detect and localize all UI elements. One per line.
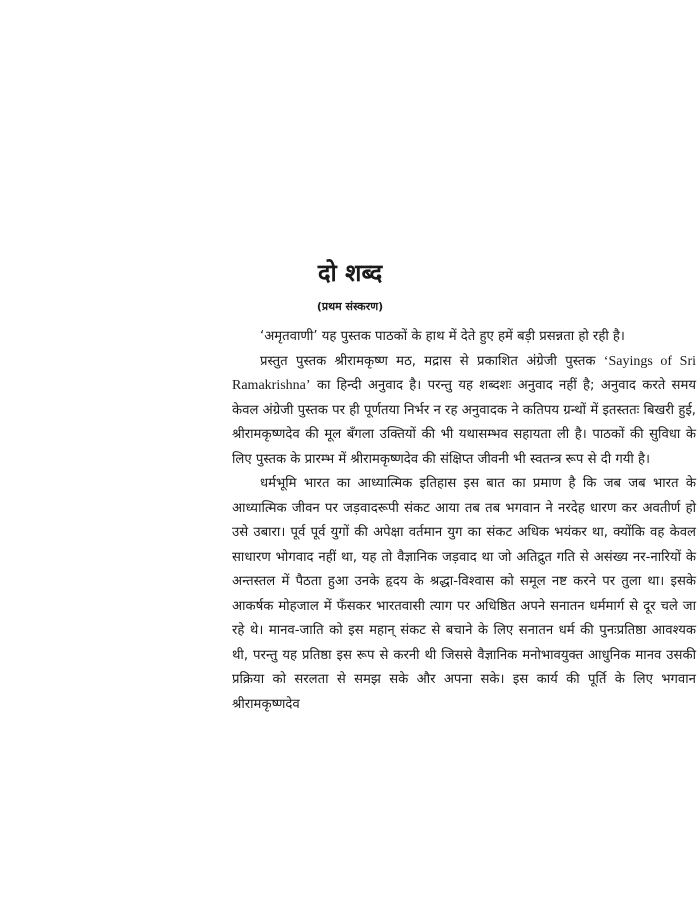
- paragraph-history: धर्मभूमि भारत का आध्यात्मिक इतिहास इस बात का प्रमाण है कि जब जब भारत के आध्यात्मिक जीवन पर जड़वादरूपी संकट आया तब तब भगवान ने नरदेह धारण कर अवतीर्ण हो उसे उबारा। पूर्व पूर्व युगों की अपेक्षा वर्तमान युग का संकट अधिक भयंकर था, क्योंकि वह केवल साधारण भोगवाद नहीं था, यह तो वैज्ञानिक जड़वाद था जो अतिद्रुत गति से असंख्य नर-नारियों के अन्तस्तल में पैठता हुआ उनके हृदय के श्रद्धा-विश्वास को समूल नष्ट करने पर तुला था। इसके आकर्षक मोहजाल में फँसकर भारतवासी त्याग पर अधिष्ठित अपने सनातन धर्ममार्ग से दूर चले जा रहे थे। मानव-जाति को इस महान् संकट से बचाने के लिए सनातन धर्म की पुनःप्रतिष्ठा आवश्यक थी, परन्तु यह प्रतिष्ठा इस रूप से करनी थी जिससे वैज्ञानिक मनोभावयुक्त आधुनिक मानव उसकी प्रक्रिया को सरलता से समझ सके और अपना सके। इस कार्य की पूर्ति के लिए भगवान श्रीरामकृष्णदेव: [232, 476, 696, 712]
- edition-subtitle: (प्रथम संस्करण): [316, 300, 384, 313]
- paragraph-intro: ‘अमृतवाणी’ यह पुस्तक पाठकों के हाथ में देते हुए हमें बड़ी प्रसन्नता हो रही है।: [260, 329, 625, 344]
- paragraph-text: प्रस्तुत पुस्तक श्रीरामकृष्ण मठ, मद्रास से प्रकाशित अंग्रेजी पुस्तक: [260, 353, 604, 369]
- paragraph-text: का हिन्दी अनुवाद है। परन्तु यह शब्दशः अनुवाद नहीं है; अनुवाद करते समय केवल अंग्रेजी पुस्तक पर ही पूर्णतया निर्भर न रह अनुवादक ने कतिपय ग्रन्थों में इतस्ततः बिखरी हुई, श्रीरामकृष्णदेव की मूल बँगला उक्तियों की भी यथासम्भव सहायता ली है। पाठकों की सुविधा के लिए पुस्तक के प्रारम्भ में श्रीरामकृष्णदेव की संक्षिप्त जीवनी भी स्वतन्त्र रूप से दी गयी है।: [232, 378, 696, 467]
- body-text: [232, 325, 696, 717]
- book-title-english: ‘Sayings of Sri Ramakrishna’: [232, 353, 696, 393]
- page-title: दो शब्द: [317, 259, 383, 287]
- paragraph-translation-note: [232, 350, 696, 473]
